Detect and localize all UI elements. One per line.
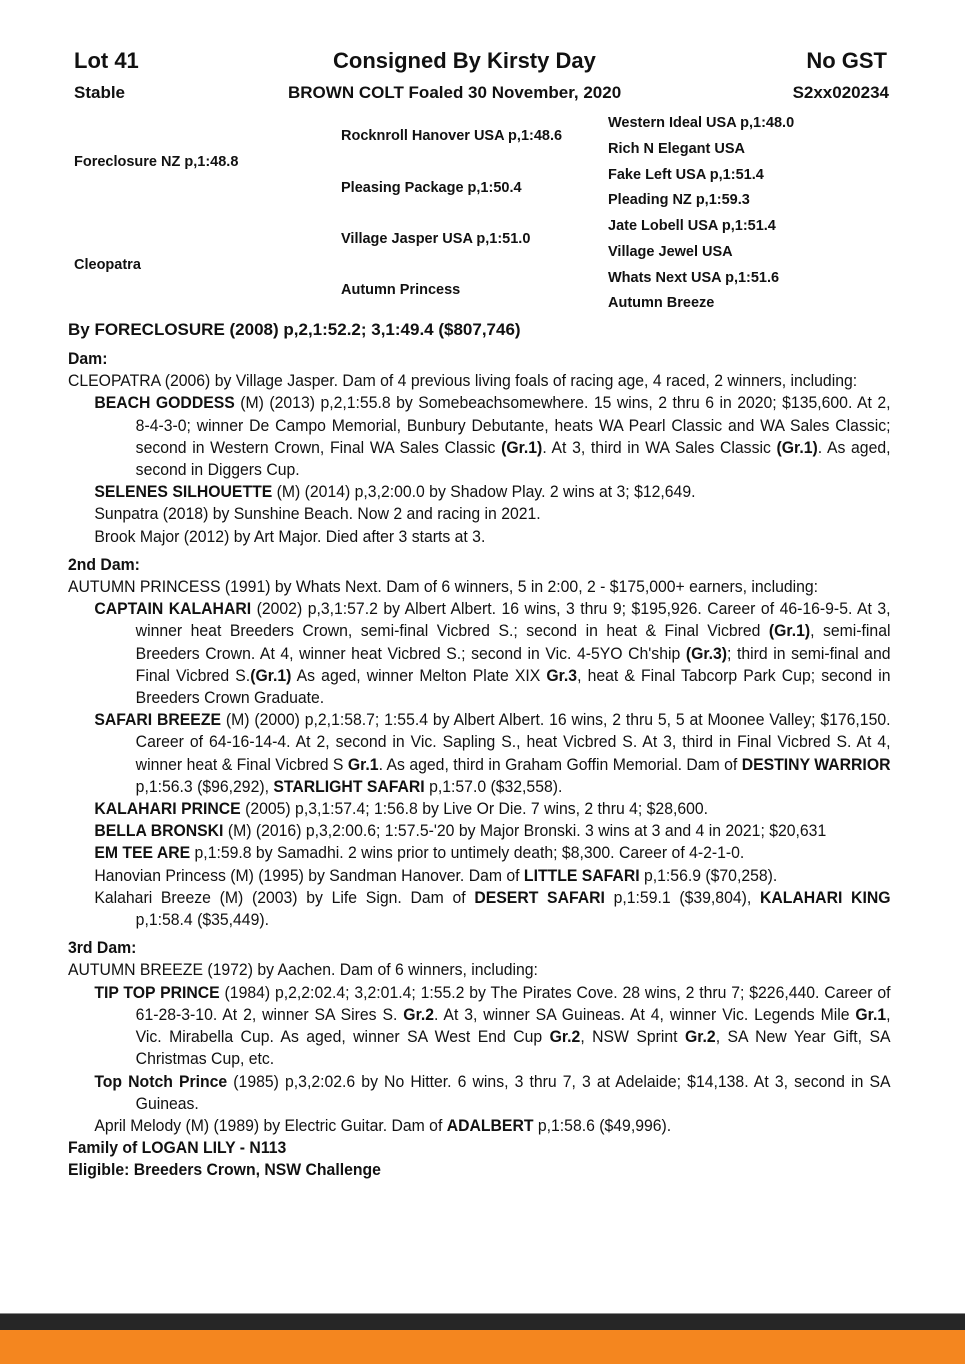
progeny-entry xyxy=(68,481,891,503)
text: Brook Major (2012) by Art Major. Died after 3 starts at 3. xyxy=(94,526,486,546)
text: p,1:59.8 by Samadhi. 2 wins prior to untimely death; $8,300. Career of 4-2-1-0. xyxy=(190,843,745,863)
text: AUTUMN BREEZE (1972) by Aachen. Dam of 6 winners, including: xyxy=(68,960,538,980)
bold-text: Top Notch Prince xyxy=(94,1071,228,1091)
progeny-entry xyxy=(68,503,891,525)
dam-summary xyxy=(68,370,891,392)
bold-text: (Gr.3) xyxy=(685,643,728,663)
progeny-entry xyxy=(68,865,891,887)
progeny-entry xyxy=(68,709,891,798)
lot-number: Lot 41 xyxy=(74,48,139,73)
text: p,1:58.4 ($35,449). xyxy=(135,910,269,930)
progeny-entry xyxy=(68,982,891,1071)
bold-text: SELENES SILHOUETTE xyxy=(94,482,273,502)
text: , NSW Sprint xyxy=(580,1027,686,1047)
text: (1985) p,3,2:02.6 by No Hitter. 6 wins, 3 thru 7, 3 at Adelaide; $14,138. At 3, second in SA Guineas. xyxy=(135,1071,891,1113)
bold-text: (Gr.1) xyxy=(250,665,292,685)
catalogue-body xyxy=(68,348,891,1182)
pedigree-dam: Cleopatra xyxy=(74,257,141,273)
bold-text: Gr.2 xyxy=(685,1027,716,1047)
footer-dark-band xyxy=(0,1313,965,1330)
text: p,1:58.6 ($49,996). xyxy=(533,1115,672,1135)
pedigree-gen3: Western Ideal USA p,1:48.0 xyxy=(608,115,795,131)
pedigree-gen3: Rich N Elegant USA xyxy=(608,141,745,157)
progeny-entry xyxy=(68,526,891,548)
pedigree-gen3: Whats Next USA p,1:51.6 xyxy=(608,270,780,286)
bold-text: LITTLE SAFARI xyxy=(523,865,640,885)
text: , Vic. Mirabella Cup. As aged, winner SA West End Cup xyxy=(135,1004,891,1047)
progeny-entry xyxy=(68,798,891,820)
footer-orange-band xyxy=(0,1330,965,1364)
text: (M) (2014) p,3,2:00.0 by Shadow Play. 2 wins at 3; $12,649. xyxy=(272,482,696,502)
bold-text: (Gr.1) xyxy=(776,437,818,457)
section-3 xyxy=(68,937,891,1137)
text: Kalahari Breeze (M) (2003) by Life Sign. Dam of xyxy=(94,887,475,907)
text: (2002) p,3,1:57.2 by Albert Albert. 16 wins, 3 thru 9; $195,926. Career of 46-16-9-5. At 3, winner heat Breeders Crown, semi-final Vicbred S.; second in heat & Final Vicbred xyxy=(135,599,891,641)
pedigree-gen3: Village Jewel USA xyxy=(608,244,733,260)
bold-text: ADALBERT xyxy=(446,1115,534,1135)
section-title: 3rd Dam: xyxy=(68,938,137,958)
text: As aged, winner Melton Plate XIX xyxy=(291,665,547,685)
text: p,1:59.1 ($39,804), xyxy=(604,887,760,907)
pedigree-sire: Foreclosure NZ p,1:48.8 xyxy=(74,154,239,170)
dam-summary xyxy=(68,959,891,981)
text: . As aged, third in Graham Goffin Memorial. Dam of xyxy=(378,754,742,774)
pedigree-dam-sire: Village Jasper USA p,1:51.0 xyxy=(341,231,531,247)
progeny-entry xyxy=(68,842,891,864)
pedigree-gen3: Pleading NZ p,1:59.3 xyxy=(608,192,750,208)
dam-summary xyxy=(68,576,891,598)
eligibility-line: Eligible: Breeders Crown, NSW Challenge xyxy=(68,1160,381,1180)
progeny-entry xyxy=(68,820,891,842)
bold-text: STARLIGHT SAFARI xyxy=(273,776,425,796)
bold-text: Gr.1 xyxy=(855,1004,887,1024)
progeny-entry xyxy=(68,392,891,481)
text: (M) (2016) p,3,2:00.6; 1:57.5-'20 by Major Bronski. 3 wins at 3 and 4 in 2021; $20,631 xyxy=(223,821,827,841)
text: AUTUMN PRINCESS (1991) by Whats Next. Dam of 6 winners, 5 in 2:00, 2 - $175,000+ earners, including: xyxy=(68,577,819,597)
text: . As aged, second in Diggers Cup. xyxy=(135,437,891,480)
pedigree-gen3: Jate Lobell USA p,1:51.4 xyxy=(608,218,776,234)
pedigree-dam-dam: Autumn Princess xyxy=(341,282,461,298)
bold-text: (Gr.1) xyxy=(768,621,811,641)
stable-label: Stable xyxy=(74,83,126,102)
bold-text: SAFARI BREEZE xyxy=(94,710,221,730)
progeny-entry xyxy=(68,598,891,709)
consignor: Consigned By Kirsty Day xyxy=(333,48,596,73)
text: April Melody (M) (1989) by Electric Guitar. Dam of xyxy=(94,1115,447,1135)
bold-text: BELLA BRONSKI xyxy=(94,821,224,841)
horse-code: S2xx020234 xyxy=(792,83,889,102)
text: (M) (2013) p,2,1:55.8 by Somebeachsomewhere. 15 wins, 2 thru 6 in 2020; $135,600. At 2, 8-4-3-0; winner De Campo Memorial, Bunbury Debutante, heats WA Pearl Classic and WA Sales Classic; second in Western Crown, Final WA Sales Classic xyxy=(135,393,891,457)
text: . At 3, winner SA Guineas. At 4, winner Vic. Legends Mile xyxy=(433,1004,856,1024)
progeny-entry xyxy=(68,1115,891,1137)
section-title: 2nd Dam: xyxy=(68,554,140,574)
bold-text: KALAHARI PRINCE xyxy=(94,799,241,819)
progeny-entry xyxy=(68,887,891,931)
pedigree-sire-sire: Rocknroll Hanover USA p,1:48.6 xyxy=(341,128,563,144)
bold-text: Gr.2 xyxy=(549,1027,581,1047)
bold-text: KALAHARI KING xyxy=(759,887,891,907)
bold-text: Gr.2 xyxy=(403,1004,434,1024)
text: Sunpatra (2018) by Sunshine Beach. Now 2 and racing in 2021. xyxy=(94,504,541,524)
bold-text: DESERT SAFARI xyxy=(474,887,605,907)
bold-text: BEACH GODDESS xyxy=(94,393,235,413)
text: (2005) p,3,1:57.4; 1:56.8 by Live Or Die. 7 wins, 2 thru 4; $28,600. xyxy=(240,799,709,819)
text: p,1:57.0 ($32,558). xyxy=(424,776,563,796)
section-1 xyxy=(68,348,891,548)
pedigree-sire-dam: Pleasing Package p,1:50.4 xyxy=(341,180,522,196)
progeny-entry xyxy=(68,1071,891,1115)
text: Hanovian Princess (M) (1995) by Sandman Hanover. Dam of xyxy=(94,865,524,885)
text: ; third in semi-final and Final Vicbred S. xyxy=(135,643,891,685)
bold-text: CAPTAIN KALAHARI xyxy=(94,599,252,619)
text: . At 3, third in WA Sales Classic xyxy=(542,437,777,457)
text: , heat & Final Tabcorp Park Cup; second in Breeders Crown Graduate. xyxy=(135,665,891,708)
bold-text: EM TEE ARE xyxy=(94,843,191,863)
bold-text: Gr.3 xyxy=(546,665,578,685)
pedigree-gen3: Autumn Breeze xyxy=(608,295,715,311)
family-line: Family of LOGAN LILY - N113 xyxy=(68,1138,287,1158)
text: p,1:56.9 ($70,258). xyxy=(639,865,778,885)
text: CLEOPATRA (2006) by Village Jasper. Dam of 4 previous living foals of racing age, 4 raced, 2 winners, including: xyxy=(68,371,858,391)
bold-text: Gr.1 xyxy=(347,754,379,774)
horse-description: BROWN COLT Foaled 30 November, 2020 xyxy=(288,83,622,102)
text: (M) (2000) p,2,1:58.7; 1:55.4 by Albert Albert. 16 wins, 2 thru 5, 5 at Moonee Valley; $176,150. Career of 64-16-14-4. At 2, second in Vic. Sapling S., heat Vicbred S. At 3, third in Final Vicbred S. At 4, winner heat & Final Vicbred S xyxy=(135,710,891,774)
bold-text: (Gr.1) xyxy=(501,437,543,457)
bold-text: DESTINY WARRIOR xyxy=(741,754,891,774)
text: , semi-final Breeders Crown. At 4, winner heat Vicbred S.; second in Vic. 4-5YO Ch'ship xyxy=(135,621,891,663)
text: , SA New Year Gift, SA Christmas Cup, etc. xyxy=(135,1027,891,1069)
section-title: Dam: xyxy=(68,349,108,368)
section-2 xyxy=(68,554,891,931)
sire-summary: By FORECLOSURE (2008) p,2,1:52.2; 3,1:49.4 ($807,746) xyxy=(68,320,521,339)
bold-text: TIP TOP PRINCE xyxy=(94,982,220,1002)
text: (1984) p,2,2:02.4; 3,2:01.4; 1:55.2 by The Pirates Cove. 28 wins, 2 thru 7; $226,440. Career of 61-28-3-10. At 2, winner SA Sires S. xyxy=(135,982,891,1024)
pedigree-gen3: Fake Left USA p,1:51.4 xyxy=(608,167,764,183)
gst-status: No GST xyxy=(806,48,887,73)
text: p,1:56.3 ($96,292), xyxy=(135,776,274,796)
